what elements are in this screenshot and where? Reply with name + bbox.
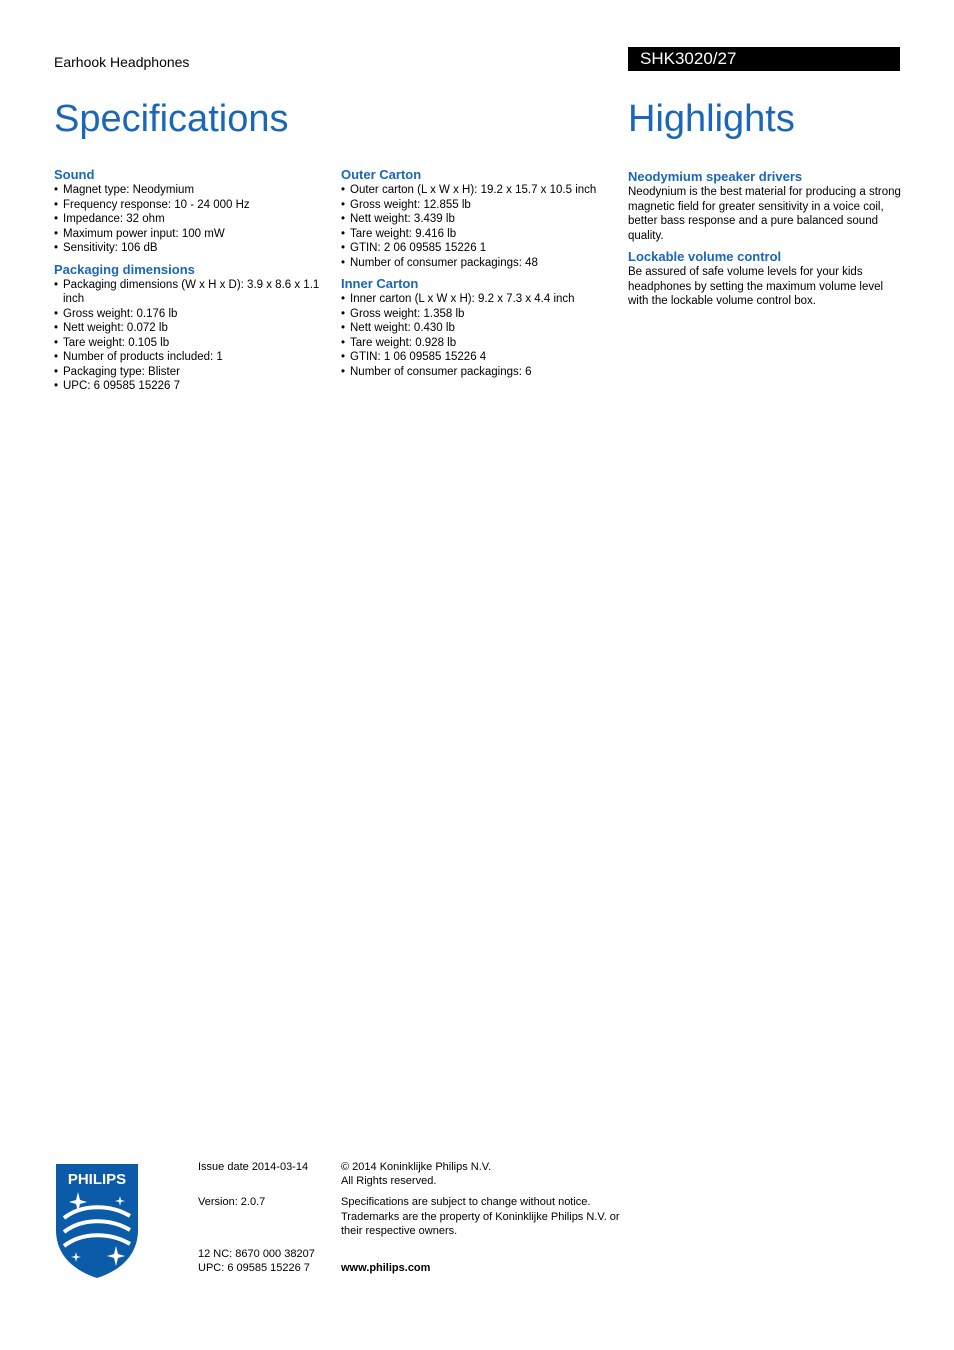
spec-list <box>341 183 621 270</box>
spec-item: • Nett weight: 0.430 lb <box>341 321 621 336</box>
section-inner-carton <box>341 276 621 379</box>
spec-item: • Impedance: 32 ohm <box>54 212 324 227</box>
rights-reserved: All Rights reserved. <box>341 1175 437 1187</box>
highlight-lockable-volume <box>628 249 903 309</box>
section-title: Outer Carton <box>341 167 422 182</box>
spec-item: • Inner carton (L x W x H): 9.2 x 7.3 x 4.4 inch <box>341 292 621 307</box>
highlight-body: Neodynium is the best material for producing a strong magnetic field for greater sensitivity in a voice coil, better bass response and a pure balanced sound quality. <box>628 186 901 242</box>
issue-date: Issue date 2014-03-14 <box>198 1161 309 1173</box>
section-title: Sound <box>54 167 95 182</box>
specifications-title: Specifications <box>54 98 289 140</box>
section-packaging-dimensions <box>54 262 324 394</box>
spec-list <box>54 183 324 256</box>
spec-item: • Gross weight: 12.855 lb <box>341 198 621 213</box>
spec-item: • Sensitivity: 106 dB <box>54 241 324 256</box>
spec-column-1 <box>54 167 324 400</box>
spec-item: • UPC: 6 09585 15226 7 <box>54 379 324 394</box>
spec-list <box>341 292 621 379</box>
highlight-body: Be assured of safe volume levels for your kids headphones by setting the maximum volume level with the lockable volume control box. <box>628 266 884 307</box>
spec-item: • Gross weight: 1.358 lb <box>341 307 621 322</box>
model-badge: SHK3020/27 <box>628 47 900 71</box>
nc-number: 12 NC: 8670 000 38207 <box>198 1248 315 1260</box>
spec-item: • Gross weight: 0.176 lb <box>54 307 324 322</box>
highlights-title: Highlights <box>628 98 795 140</box>
section-title: Inner Carton <box>341 276 419 291</box>
website-link[interactable]: www.philips.com <box>341 1262 431 1274</box>
header-product-type: Earhook Headphones <box>54 54 190 70</box>
spec-item: • Outer carton (L x W x H): 19.2 x 15.7 x 10.5 inch <box>341 183 621 198</box>
spec-item: • Number of products included: 1 <box>54 350 324 365</box>
spec-item: • Frequency response: 10 - 24 000 Hz <box>54 198 324 213</box>
spec-item: • Packaging type: Blister <box>54 365 324 380</box>
spec-item: • GTIN: 1 06 09585 15226 4 <box>341 350 621 365</box>
version: Version: 2.0.7 <box>198 1196 266 1208</box>
legal-notice: Specifications are subject to change without notice. Trademarks are the property of Koninklijke Philips N.V. or their respective owners. <box>341 1196 620 1237</box>
section-sound <box>54 167 324 256</box>
spec-item: • Number of consumer packagings: 6 <box>341 365 621 380</box>
highlight-neodymium <box>628 169 903 243</box>
spec-item: • Number of consumer packagings: 48 <box>341 256 621 271</box>
logo-wordmark: PHILIPS <box>67 1171 127 1188</box>
spec-item: • GTIN: 2 06 09585 15226 1 <box>341 241 621 256</box>
highlight-title: Lockable volume control <box>628 249 782 264</box>
spec-item: • Maximum power input: 100 mW <box>54 227 324 242</box>
philips-shield-logo <box>54 1162 140 1280</box>
section-outer-carton <box>341 167 621 270</box>
spec-item: • Tare weight: 9.416 lb <box>341 227 621 242</box>
spec-item: • Magnet type: Neodymium <box>54 183 324 198</box>
section-title: Packaging dimensions <box>54 261 195 277</box>
spec-list <box>54 278 324 394</box>
spec-item: • Nett weight: 3.439 lb <box>341 212 621 227</box>
spec-item: • Packaging dimensions (W x H x D): 3.9 x 8.6 x 1.1 inch <box>54 278 324 307</box>
copyright: © 2014 Koninklijke Philips N.V. <box>341 1161 492 1173</box>
spec-item: • Nett weight: 0.072 lb <box>54 321 324 336</box>
highlight-title: Neodymium speaker drivers <box>628 169 803 184</box>
highlights-column <box>628 169 903 315</box>
spec-item: • Tare weight: 0.928 lb <box>341 336 621 351</box>
spec-item: • Tare weight: 0.105 lb <box>54 336 324 351</box>
upc-number: UPC: 6 09585 15226 7 <box>198 1262 310 1274</box>
spec-column-2 <box>341 167 621 385</box>
